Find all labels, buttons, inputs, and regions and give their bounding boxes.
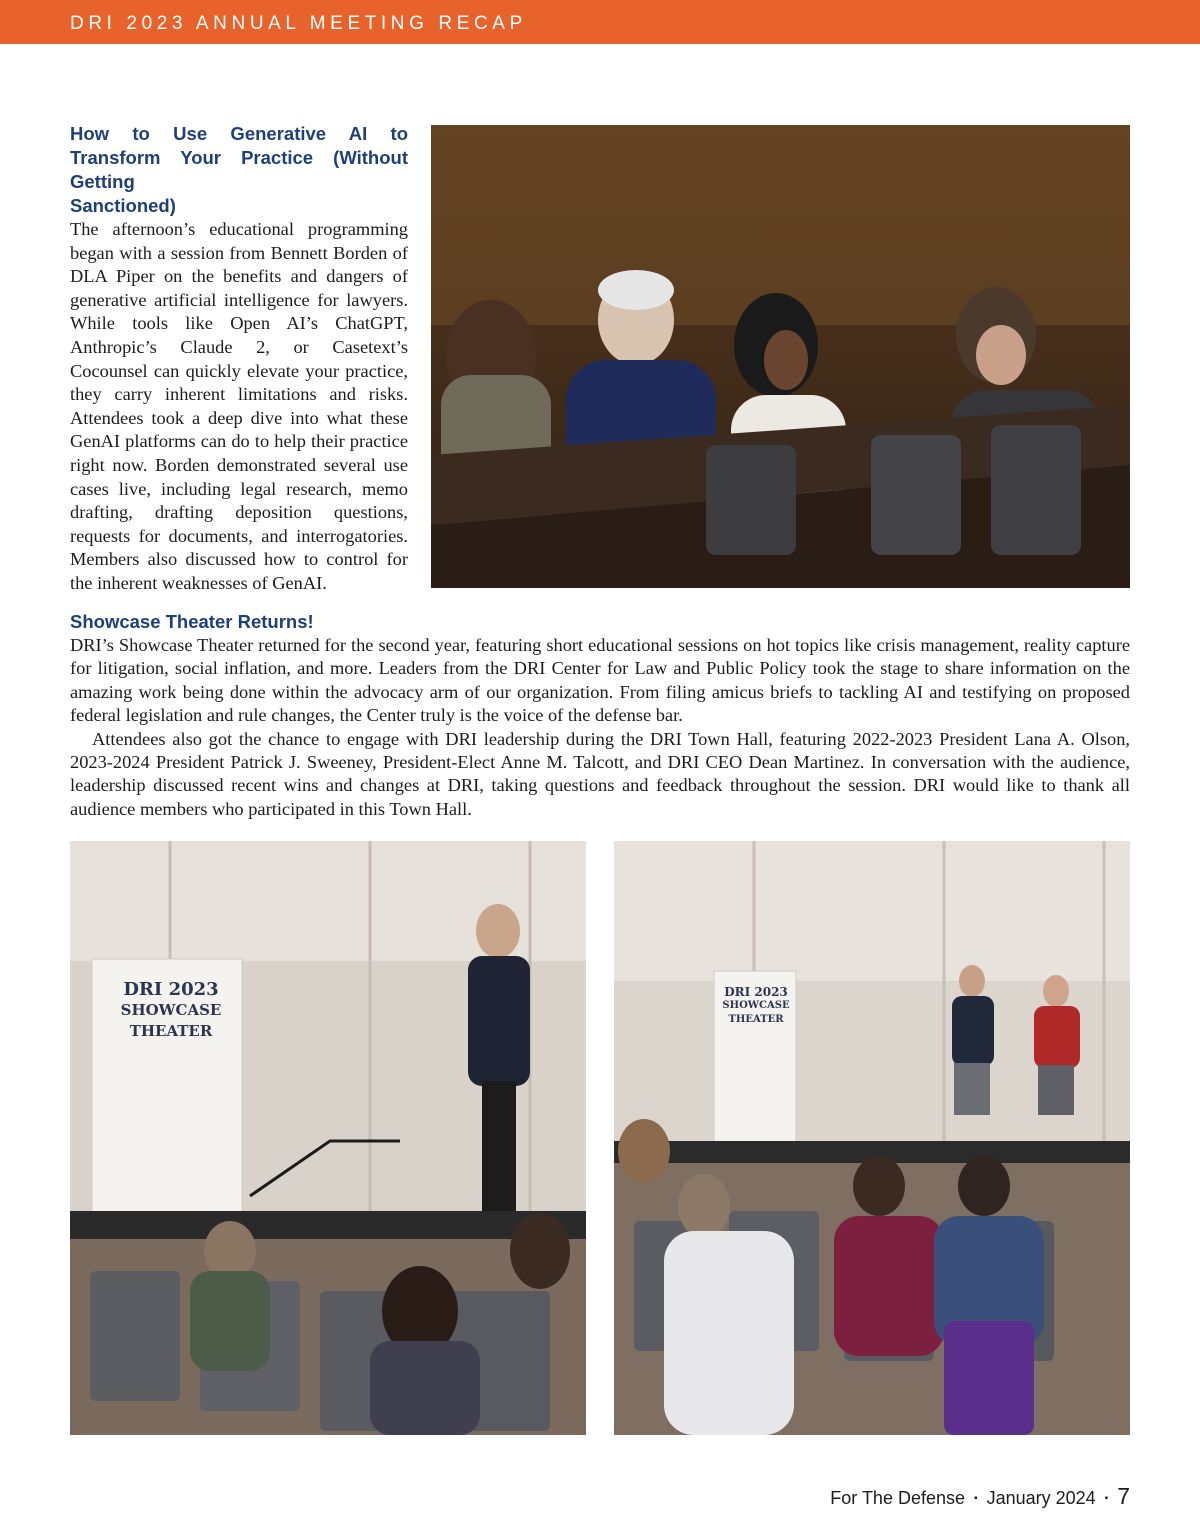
sign-left-line-1: DRI 2023 [123, 979, 219, 1000]
banner-title: DRI 2023 ANNUAL MEETING RECAP [70, 13, 527, 34]
sign-right-line-1: DRI 2023 [724, 985, 788, 999]
article-genai [70, 122, 408, 596]
footer-separator-2: ▪ [1104, 1493, 1109, 1504]
article-genai-heading-end: Sanctioned) [70, 195, 176, 216]
footer-separator-1: ▪ [974, 1493, 978, 1504]
article-genai-body: The afternoon’s educational programming began with a session from Bennett Borden of DLA Piper on the benefits and dangers of generative artificial intelligence for lawyers. While tools like Open AI’s ChatGPT, Anthropic’s Claude 2, or Casetext’s Cocounsel can quickly elevate your practice, they carry inherent limitations and risks. Attendees took a deep dive into what these GenAI platforms can do to help their practice right now. Borden demonstrated several use cases live, including legal research, memo drafting, drafting deposition questions, requests for documents, and interrogatories. Members also discussed how to control for the inherent weaknesses of GenAI. [70, 219, 408, 593]
article-showcase-heading: Showcase Theater Returns! [70, 611, 314, 632]
sign-left-line-3: THEATER [129, 1022, 213, 1040]
article-showcase-paragraph-1: DRI’s Showcase Theater returned for the second year, featuring short educational sessions on hot topics like crisis management, reality capture for litigation, social inflation, and more. Leaders from the DRI Center for Law and Public Policy took the stage to share information on the amazing work being done within the advocacy arm of our organization. From filing amicus briefs to tackling AI and testifying on proposed federal legislation and rule changes, the Center truly is the voice of the defense bar. [70, 635, 1130, 726]
footer-date: January 2024 [986, 1488, 1096, 1508]
page-number: 7 [1117, 1483, 1130, 1509]
header-banner [0, 0, 1200, 44]
photo-audience-session [431, 125, 1130, 588]
article-genai-heading: How to Use Generative AI to Transform Your Practice (Without Getting [70, 123, 408, 192]
footer-publication: For The Defense [830, 1488, 966, 1508]
photo-showcase-speaker [70, 841, 586, 1435]
page-footer [830, 1483, 1130, 1510]
article-showcase-paragraph-2: Attendees also got the chance to engage with DRI leadership during the DRI Town Hall, featuring 2022-2023 President Lana A. Olson, 2023-2024 President Patrick J. Sweeney, President-Elect Anne M. Talcott, and DRI CEO Dean Martinez. In conversation with the audience, leadership discussed recent wins and changes at DRI, taking questions and feedback throughout the session. DRI would like to thank all audience members who participated in this Town Hall. [70, 728, 1130, 819]
article-showcase [70, 610, 1130, 821]
sign-right-line-3: THEATER [728, 1014, 784, 1025]
photo-town-hall [614, 841, 1130, 1435]
sign-left-line-2: SHOWCASE [120, 1001, 222, 1019]
sign-right-line-2: SHOWCASE [722, 1000, 790, 1011]
